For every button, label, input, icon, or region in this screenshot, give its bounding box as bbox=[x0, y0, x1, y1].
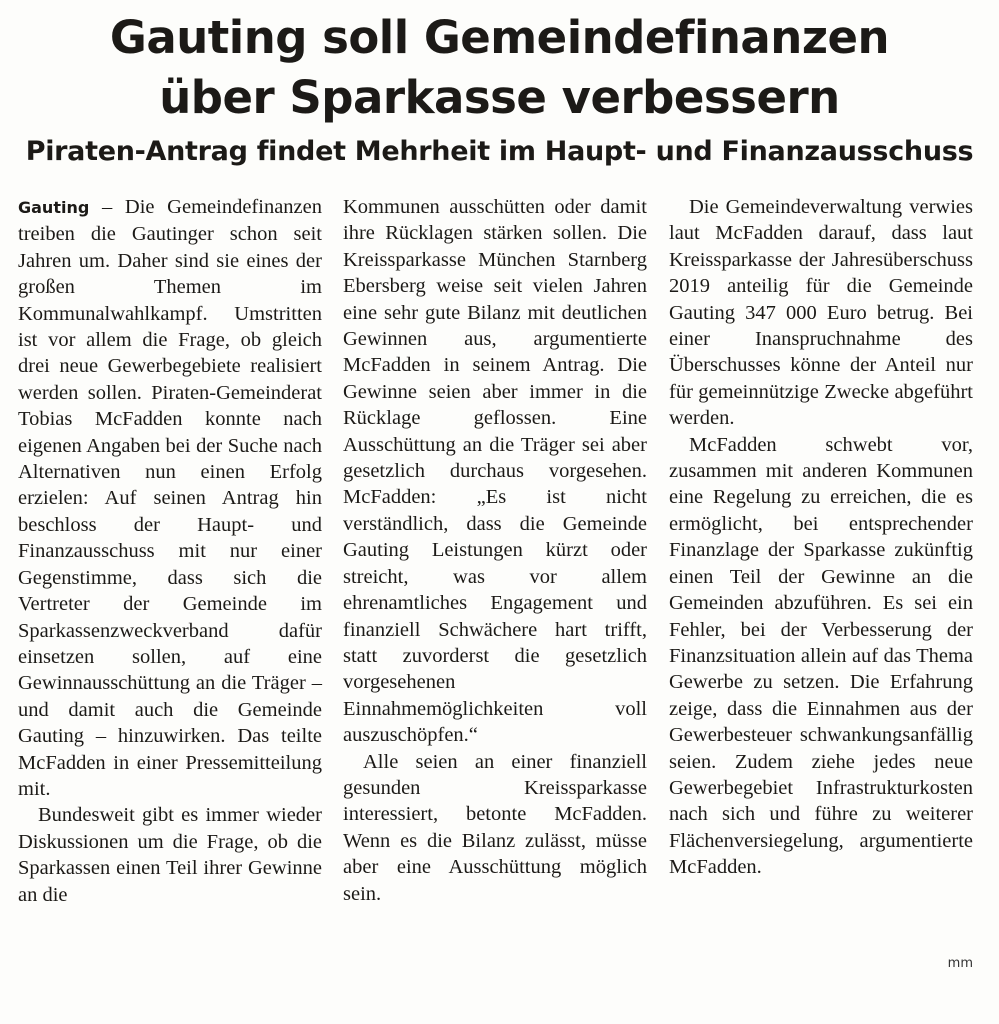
subheadline: Piraten-Antrag findet Mehrheit im Haupt- und Finanzausschuss bbox=[25, 136, 974, 167]
headline-line-1: Gauting soll Gemeindefinanzen bbox=[109, 11, 890, 64]
paragraph: Alle seien an einer finanziell gesunden Kreissparkasse interessiert, betonte McFadden. Wenn es die Bilanz zulässt, müsse aber eine Ausschüttung möglich sein. bbox=[343, 750, 647, 905]
headline-line-2: über Sparkasse verbessern bbox=[159, 71, 840, 124]
headline bbox=[18, 8, 981, 128]
paragraph: Kommunen ausschütten oder damit ihre Rücklagen stärken sollen. Die Kreissparkasse München Starnberg Ebersberg weise seit vielen Jahren eine sehr gute Bilanz mit deutlichen Gewinnen aus, argumentierte McFadden in seinem Antrag. Die Gewinne seien aber immer in die Rücklage geflossen. Eine Ausschüttung an die Träger sei aber gesetzlich durchaus vorgesehen. McFadden: „Es ist nicht verständlich, dass die Gemeinde Gauting Leistungen kürzt oder streicht, was vor allem ehrenamtliches Engagement und finanziell Schwächere hart trifft, statt zuvorderst die gesetzlich vorgesehenen Einnahmemöglichkeiten voll auszuschöpfen.“ bbox=[343, 196, 647, 747]
paragraph: McFadden schwebt vor, zusammen mit anderen Kommunen eine Regelung zu erreichen, die es ermöglicht, bei entsprechender Finanzlage der Sparkasse zukünftig einen Teil der Gewinne an die Gemeinden abzuführen. Es sei ein Fehler, bei der Verbesserung der Finanzsituation allein auf das Thema Gewerbe zu setzen. Die Erfahrung zeige, dass die Einnahmen aus der Gewerbesteuer schwankungsanfällig seien. Zudem ziehe jedes neue Gewerbegebiet Infrastrukturkosten nach sich und führe zu weiterer Flächenversiegelung, argumentierte McFadden. bbox=[669, 433, 973, 879]
column-1 bbox=[18, 194, 322, 908]
paragraph: Die Gemeindeverwaltung verwies laut McFadden darauf, dass laut Kreissparkasse der Jahresüberschuss 2019 anteilig für die Gemeinde Gauting 347 000 Euro betrug. Bei einer Inanspruchnahme des Überschusses könne der Anteil nur für gemeinnützige Zwecke abgeführt werden. bbox=[669, 196, 973, 430]
author-signature: mm bbox=[947, 956, 973, 971]
paragraph-text: – Die Gemeindefinanzen treiben die Gautinger schon seit Jahren um. Daher sind sie eines der großen Themen im Kommunalwahlkampf. Umstritten ist vor allem die Frage, ob gleich drei neue Gewerbegebiete realisiert werden sollen. Piraten-Gemeinderat Tobias McFadden konnte nach eigenen Angaben bei der Suche nach Alternativen nun einen Erfolg erzielen: Auf seinen Antrag hin beschloss der Haupt- und Finanzausschuss mit nur einer Gegenstimme, dass sich die Vertreter der Gemeinde im Sparkassenzweckverband dafür einsetzen sollen, auf eine Gewinnausschüttung an die Träger – und damit auch die Gemeinde Gauting – hinzuwirken. Das teilte McFadden in einer Pressemitteilung mit. bbox=[18, 196, 322, 800]
column-3 bbox=[669, 194, 973, 971]
paragraph bbox=[18, 194, 322, 802]
dateline: Gauting bbox=[18, 198, 90, 217]
paragraph: Bundesweit gibt es immer wieder Diskussionen um die Frage, ob die Sparkassen einen Teil ihrer Gewinne an die bbox=[18, 804, 322, 906]
column-2 bbox=[343, 194, 647, 907]
article-body bbox=[18, 194, 977, 1014]
